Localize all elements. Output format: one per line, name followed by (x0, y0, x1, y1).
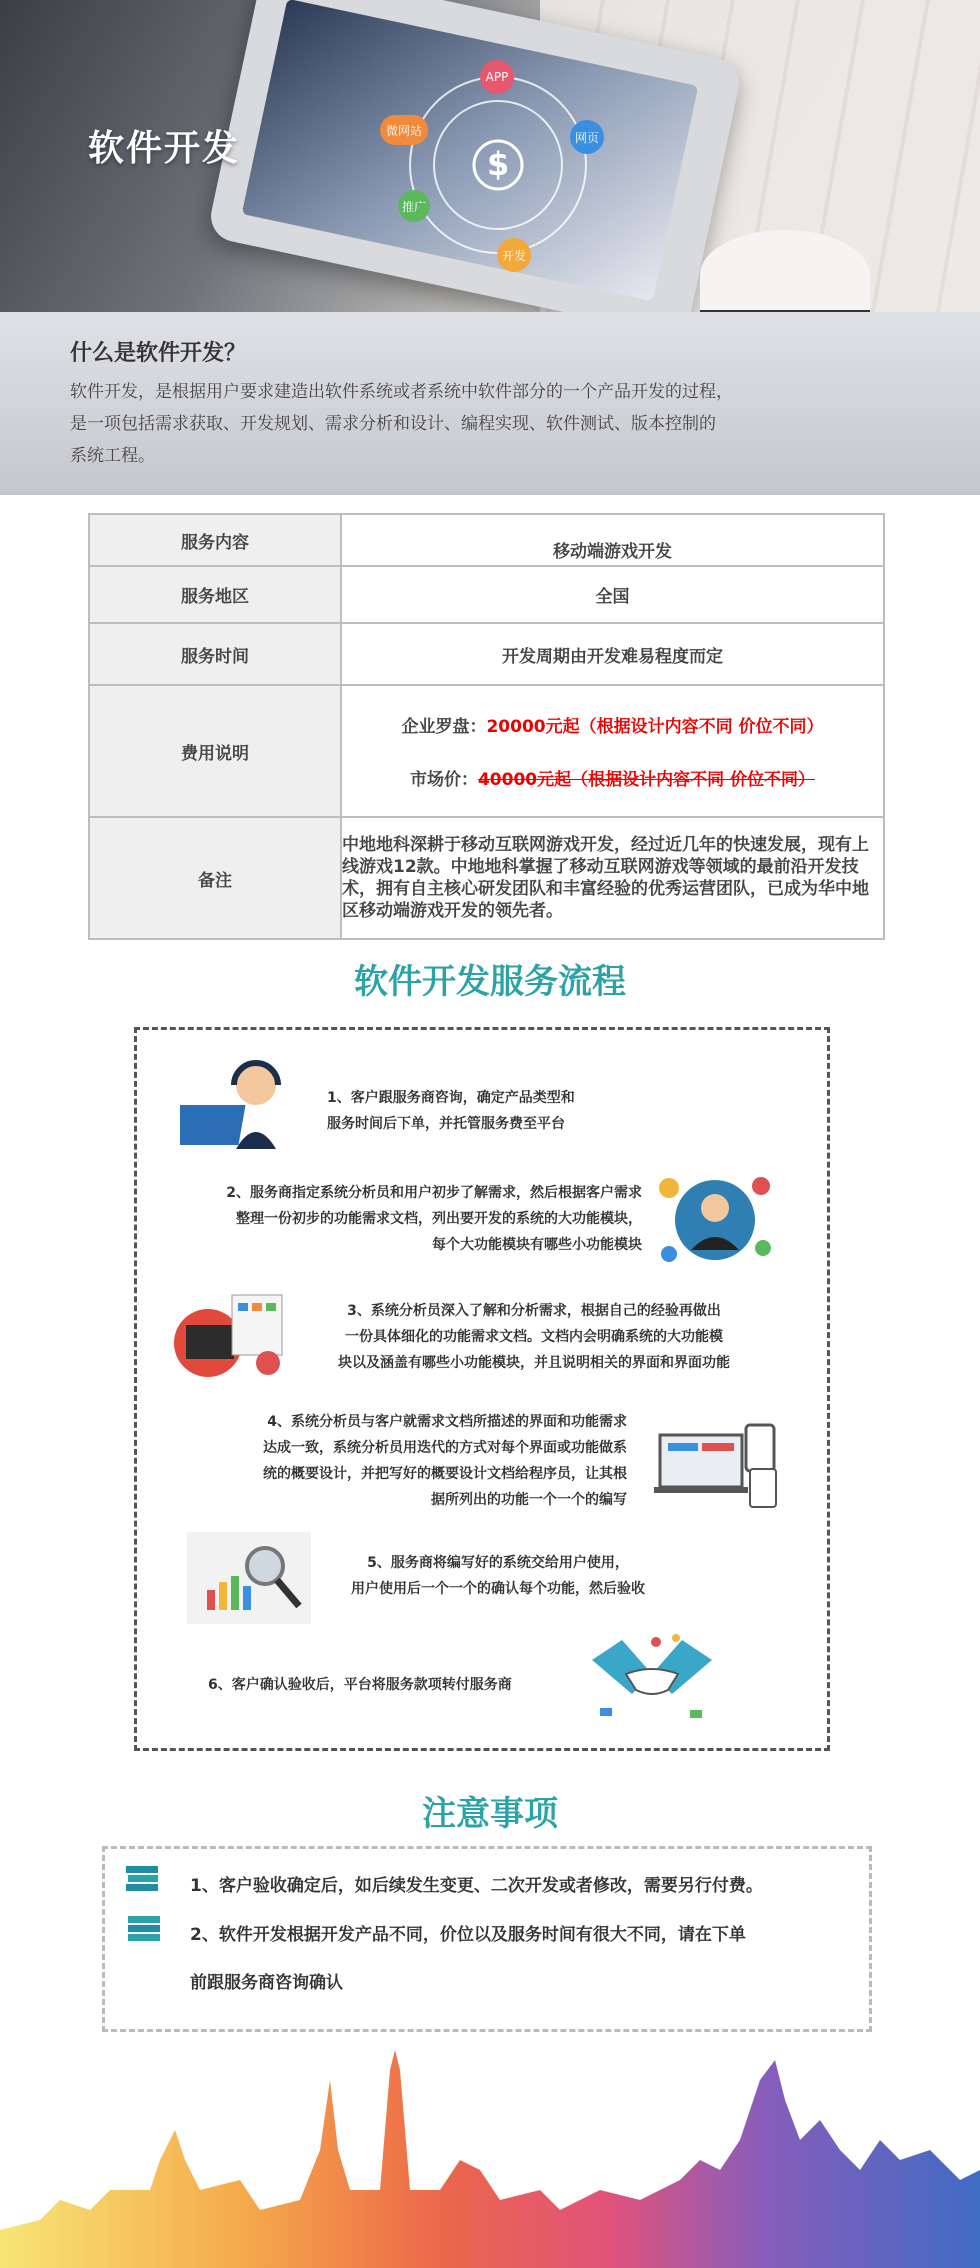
notice-item-1: 1、客户验收确定后，如后续发生变更、二次开发或者修改，需要另行付费。 (190, 1876, 763, 1896)
step-line: 达成一致，系统分析员用迭代的方式对每个界面或功能做系 (263, 1440, 627, 1456)
coffee-cup-image (700, 230, 870, 312)
process-step-2 (180, 1180, 642, 1258)
intro-text (70, 376, 790, 472)
step-line: 每个大功能模块有哪些小功能模块 (432, 1237, 642, 1253)
step-line: 5、服务商将编写好的系统交给用户使用， (367, 1555, 629, 1571)
row-key-fee: 费用说明 (89, 685, 341, 817)
table-row (89, 566, 884, 623)
process-step-5 (333, 1550, 663, 1602)
analysis-tools-icon (172, 1283, 300, 1381)
table-row (89, 685, 884, 817)
notice-item-2: 2、软件开发根据开发产品不同，价位以及服务时间有很大不同，请在下单 (190, 1925, 746, 1945)
process-step-4 (212, 1409, 627, 1513)
step-line: 2、服务商指定系统分析员和用户初步了解需求，然后根据客户需求 (226, 1185, 642, 1201)
service-table (88, 513, 885, 940)
step-line: 一份具体细化的功能需求文档。文档内会明确系统的大功能模 (345, 1329, 723, 1345)
bubble-develop: 开发 (497, 238, 531, 272)
city-skyline-illustration (0, 2040, 980, 2268)
step-line: 据所列出的功能一个一个的编写 (431, 1492, 627, 1508)
row-key-note: 备注 (89, 817, 341, 939)
row-value-time: 开发周期由开发难易程度而定 (341, 623, 884, 685)
notice-item-2-continued: 前跟服务商咨询确认 (190, 1973, 343, 1993)
bubble-app: APP (480, 60, 514, 94)
row-key-region: 服务地区 (89, 566, 341, 623)
process-title: 软件开发服务流程 (354, 962, 626, 1002)
enterprise-price-line (342, 712, 883, 737)
process-step-1 (327, 1085, 575, 1137)
enterprise-price: 20000元起（根据设计内容不同 价位不同） (486, 717, 824, 737)
intro-line: 是一项包括需求获取、开发规划、需求分析和设计、编程实现、软件测试、版本控制的 (70, 414, 716, 434)
bubble-micro-site: 微网站 (380, 115, 428, 145)
consultant-icon (655, 1168, 775, 1273)
row-key-time: 服务时间 (89, 623, 341, 685)
step-line: 服务时间后下单，并托管服务费至平台 (327, 1116, 565, 1132)
step-line: 3、系统分析员深入了解和分析需求，根据自己的经验再做出 (347, 1303, 721, 1319)
row-value-fee (341, 685, 884, 817)
book-stack-icon (124, 1864, 160, 1894)
step-line: 1、客户跟服务商咨询，确定产品类型和 (327, 1090, 575, 1106)
row-value-note: 中地地科深耕于移动互联网游戏开发，经过近几年的快速发展，现有上线游戏12款。中地地科掌握了移动互联网游戏等领域的最前沿开发技术，拥有自主核心研发团队和丰富经验的优秀运营团队，已成为华中地区移动端游戏开发的领先者。 (341, 817, 884, 939)
table-row (89, 623, 884, 685)
market-price: 40000元起（根据设计内容不同 价位不同） (477, 770, 816, 790)
table-row (89, 817, 884, 939)
hero-title: 软件开发 (88, 128, 241, 169)
book-stack-icon (126, 1914, 162, 1944)
step-line: 统的概要设计，并把写好的概要设计文档给程序员，让其根 (263, 1466, 627, 1482)
row-value-region: 全国 (341, 566, 884, 623)
intro-title: 什么是软件开发？ (70, 341, 247, 366)
step-line: 4、系统分析员与客户就需求文档所描述的界面和功能需求 (267, 1414, 627, 1430)
row-value-content: 移动端游戏开发 (341, 514, 884, 566)
step-line: 块以及涵盖有哪些小功能模块，并且说明相关的界面和界面功能 (338, 1355, 730, 1371)
table-row (89, 514, 884, 566)
handshake-icon (586, 1630, 718, 1730)
notice-title: 注意事项 (422, 1794, 558, 1834)
customer-service-icon (180, 1057, 298, 1149)
step-line: 6、客户确认验收后，平台将服务款项转付服务商 (208, 1677, 512, 1693)
market-price-label: 市场价： (409, 770, 478, 790)
bubble-web: 网页 (570, 120, 604, 154)
intro-line: 系统工程。 (70, 446, 155, 466)
bubble-promotion: 推广 (398, 190, 430, 222)
process-step-6 (208, 1672, 512, 1698)
row-key-content: 服务内容 (89, 514, 341, 566)
step-line: 用户使用后一个一个的确认每个功能，然后验收 (351, 1581, 645, 1597)
enterprise-price-label: 企业罗盘： (401, 717, 487, 737)
devices-icon (650, 1415, 785, 1510)
report-magnifier-icon (187, 1532, 311, 1624)
process-step-3 (314, 1298, 754, 1376)
intro-line: 软件开发，是根据用户要求建造出软件系统或者系统中软件部分的一个产品开发的过程， (70, 382, 733, 402)
market-price-line (342, 765, 883, 790)
dollar-icon: $ (487, 145, 510, 183)
step-line: 整理一份初步的功能需求文档，列出要开发的系统的大功能模块， (236, 1211, 642, 1227)
